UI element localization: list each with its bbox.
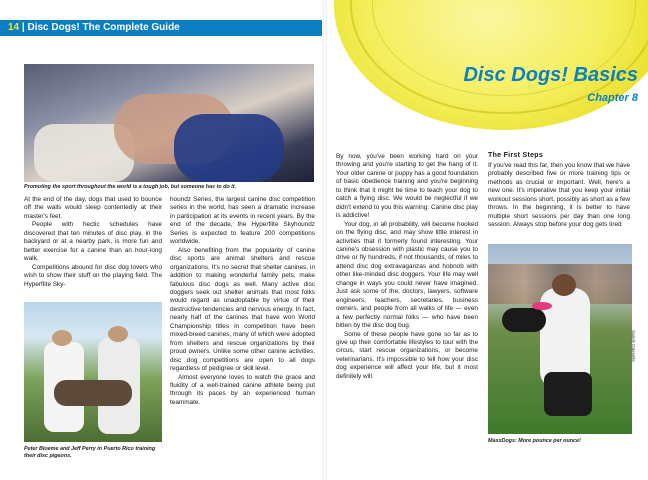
text-column-d: [488, 162, 630, 230]
running-header: [0, 20, 322, 36]
paragraph: At the end of the day, dogs that used to bounce off the walls would sleep contentedly at their master's feet.: [24, 196, 162, 220]
header-separator: |: [21, 22, 25, 33]
chapter-title: Disc Dogs! Basics: [463, 64, 638, 86]
photo-credit: Sandy Dasselle: [631, 330, 636, 362]
caption-right-photo: MaxxDogs: More pounce per ounce!: [488, 438, 581, 444]
paragraph: Competitions abound for disc dog lovers who wish to show their stuff on the playing field. The Hyperflite Sky-: [24, 263, 162, 288]
running-header-text: [8, 22, 180, 33]
paragraph: Some of these people have gone so far as to give up their comfortable lifestyles to tour with the circus, start rescue organizations, or become veterinarians. It's impossible to tell how your disc dog experience will affect your life, but it most definitely will.: [336, 330, 478, 380]
page-number: 14: [8, 22, 20, 33]
paragraph: If you've read this far, then you know that we have probably described five or more training tips or methods as crucial or important. Well, here's a new one. It's imperative that you keep your initial workout sessions short, possibly as short as a few throws. In the beginning, it is better to have multiple short sessions per day than one long session. Always stop before your dog gets tired: [488, 162, 630, 229]
paragraph: Almost everyone loves to watch the grace and fluidity of a well-trained canine athlete being put through its paces by an experienced human teammate.: [170, 373, 315, 406]
chapter-number: Chapter 8: [587, 92, 638, 104]
paragraph: By now, you've been working hard on your throwing and you're starting to get the hang of it. Your older canine or puppy has a good foundation of basic obedience training and you're beginning to think that it might be time to teach your dog to catch a flying disc. We would be neglectful if we didn't extend to you this warning: Canine disc play is addictive!: [336, 153, 478, 220]
caption-top-photo: Promoting the sport throughout the world is a tough job, but someone has to do it.: [24, 184, 237, 190]
photo-sleeping-person: [24, 64, 314, 182]
text-column-c: [336, 153, 478, 381]
book-title: Disc Dogs! The Complete Guide: [27, 22, 180, 33]
paragraph: People with hectic schedules have discovered that ten minutes of disc play, in the backyard or at a nearby park, is more fun and better exercise for a canine than an hour-long walk.: [24, 221, 162, 263]
page-gutter: [323, 0, 327, 480]
photo-man-with-dog-and-disc: [488, 244, 632, 434]
photo-two-men-with-birds: [24, 302, 162, 442]
paragraph: Also benefiting from the popularity of canine disc sports are animal shelters and rescue organizations. It's no secret that shelter canines, in addition to making wonderful family pets, make fabulous disc dogs as well. Many active disc doggers seek out shelter animals that most folks would regard as unadoptable by virtue of their destructive tendencies and nervous energy. In fact, nearly half of the canines that have won World Championship titles in competition have been mixed-breed canines, many of which were adopted from shelters and rescue organizations by their proud owners. Unlike some other canine activities, disc dog competitions are open to all dogs regardless of pedigree or skill level.: [170, 246, 315, 373]
paragraph: houndz Series, the largest canine disc competition series in the world, has seen a dramatic increase in participation at its events in recent years. By the end of the decade, the Hyperflite Skyhoundz Series is expected to feature 200 competitions worldwide.: [170, 196, 315, 246]
paragraph: Your dog, in all probability, will become hooked on the flying disc, and may show little interest in activities that it formerly found interesting. Your canine's obsession with plastic may cause you to drive or fly hundreds, if not thousands, of miles to attend disc dog extravaganzas and hobnob with other like-minded disc doggers. Your life may well change in ways you could never have imagined. Just ask some of the, doctors, lawyers, software engineers, teachers, secretaries, business owners, and people from all walks of life — even a few perfectly normal folks — who have been bitten by the disc dog bug.: [336, 220, 478, 330]
text-column-b: [170, 196, 315, 407]
section-heading: The First Steps: [488, 152, 544, 159]
text-column-a: [24, 196, 162, 289]
caption-left-photo: Peter Bloeme and Jeff Perry in Puerto Rico training their disc pigeons.: [24, 446, 156, 459]
